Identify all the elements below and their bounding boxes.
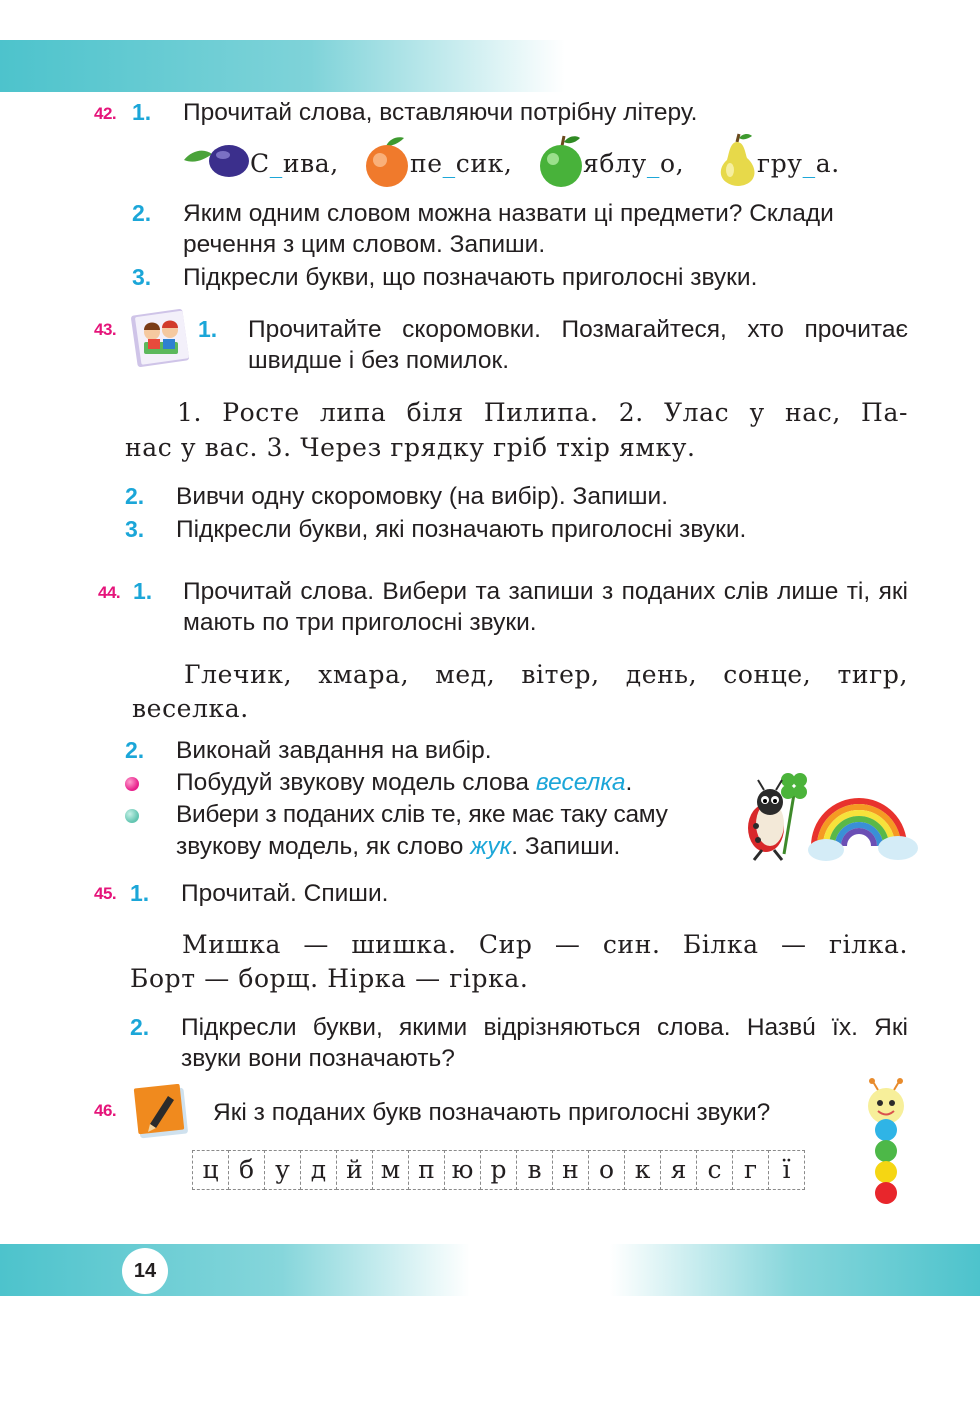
ex45-step1-number: 1. [130, 880, 150, 906]
ex45-passage-line1: Мишка — шишка. Сир — син. Білка — гілка. [182, 930, 908, 959]
letter-cell: ї [768, 1150, 805, 1190]
exercise-45-number: 45. [94, 884, 117, 903]
word-blank: _ [442, 149, 456, 178]
ex44-option2-line1: Вибери з поданих слів те, яке має таку саму [176, 801, 668, 828]
ex44-option1-text: Побудуй звукову модель слова веселка. [176, 769, 633, 796]
letters-row [193, 1150, 805, 1190]
letter-cell: г [732, 1150, 769, 1190]
ex42-step2-number: 2. [132, 200, 152, 226]
ex43-step2-text: Вивчи одну скоромовку (на вибір). Запиши. [176, 483, 669, 510]
ex43-step1-number: 1. [198, 316, 218, 342]
pear-icon [716, 132, 758, 188]
ex43-passage-line2: нас у вас. 3. Через грядку гріб тхір ямку. [125, 433, 696, 462]
letter-cell: ю [444, 1150, 481, 1190]
footer-band-left [0, 1244, 470, 1296]
page-number: 14 [122, 1248, 168, 1294]
writing-pencil-icon [132, 1084, 192, 1140]
letter-cell: й [336, 1150, 373, 1190]
footer-band-right [610, 1244, 980, 1296]
letter-cell: р [480, 1150, 517, 1190]
ex44-passage-line1: Глечик, хмара, мед, вітер, день, сонце, тигр, [184, 660, 908, 689]
word-blank: _ [269, 149, 283, 178]
exercise-46-number: 46. [94, 1101, 117, 1120]
ladybug-icon [748, 780, 784, 860]
option-bullet-pink [125, 777, 139, 791]
pair-work-icon [130, 306, 192, 368]
ex43-step2-number: 2. [125, 483, 145, 509]
plum-icon [182, 140, 252, 182]
ex42-step1-number: 1. [132, 99, 152, 125]
letter-cell: о [588, 1150, 625, 1190]
ex44-step2-number: 2. [125, 737, 145, 763]
ex44-step2-text: Виконай завдання на вибір. [176, 737, 492, 764]
ex44-passage-line2: веселка. [132, 694, 249, 723]
ex42-word-4: гру_а. [757, 149, 840, 178]
highlighted-word: жук [470, 833, 512, 860]
word-blank: _ [802, 149, 816, 178]
ex42-step3-number: 3. [132, 264, 152, 290]
rainbow-icon [808, 801, 918, 861]
ex44-step1-number: 1. [133, 578, 153, 604]
letter-cell: с [696, 1150, 733, 1190]
exercise-44-number: 44. [98, 583, 121, 602]
ex44-step1-text: Прочитай слова. Вибери та запиши з поданих слів лише ті, які мають по три приголосні звуки. [183, 578, 908, 636]
letter-cell: б [228, 1150, 265, 1190]
exercise-43-number: 43. [94, 320, 117, 339]
ladybug-rainbow-illustration [744, 766, 924, 866]
ex43-step1-text: Прочитайте скоромовки. Позмагайтеся, хто прочитає швидше і без помилок. [248, 316, 908, 374]
ex43-step3-text: Підкресли букви, які позначають приголосні звуки. [176, 516, 747, 543]
letter-cell: п [408, 1150, 445, 1190]
apple-icon [538, 134, 584, 188]
ex44-option2-line2: звукову модель, як слово жук. Запиши. [176, 833, 621, 860]
ex43-step3-number: 3. [125, 516, 145, 542]
caterpillar-icon [856, 1078, 918, 1208]
letter-cell: ц [192, 1150, 229, 1190]
ex42-word-3: яблу_о, [583, 149, 685, 178]
peach-icon [364, 136, 410, 188]
exercise-42-number: 42. [94, 104, 117, 123]
ex45-step1-text: Прочитай. Спиши. [181, 880, 389, 907]
clover-icon [781, 773, 807, 854]
ex42-step2-text: Яким одним словом можна назвати ці предмети? Склади речення з цим словом. Запиши. [183, 200, 834, 258]
letter-cell: н [552, 1150, 589, 1190]
letter-cell: у [264, 1150, 301, 1190]
ex45-step2-text: Підкресли букви, якими відрізняються слова. Назвú їх. Які звуки вони позначають? [181, 1014, 908, 1072]
ex42-step3-text: Підкресли букви, що позначають приголосні звуки. [183, 264, 758, 291]
ex42-step1-text: Прочитай слова, вставляючи потрібну літеру. [183, 99, 698, 126]
ex43-passage-line1: 1. Росте липа біля Пилипа. 2. Улас у нас, Па- [177, 398, 908, 427]
ex45-passage-line2: Борт — борщ. Нірка — гірка. [130, 964, 529, 993]
letter-cell: м [372, 1150, 409, 1190]
letter-cell: д [300, 1150, 337, 1190]
letter-cell: к [624, 1150, 661, 1190]
ex42-word-2: пе_сик, [410, 149, 513, 178]
ex45-step2-number: 2. [130, 1014, 150, 1040]
word-blank: _ [646, 149, 660, 178]
option-bullet-teal [125, 809, 139, 823]
letter-cell: я [660, 1150, 697, 1190]
letter-cell: в [516, 1150, 553, 1190]
header-band [0, 40, 565, 92]
ex46-question: Які з поданих букв позначають приголосні звуки? [213, 1099, 771, 1126]
highlighted-word: веселка [535, 769, 626, 796]
ex42-word-1: С_ива, [250, 149, 339, 178]
